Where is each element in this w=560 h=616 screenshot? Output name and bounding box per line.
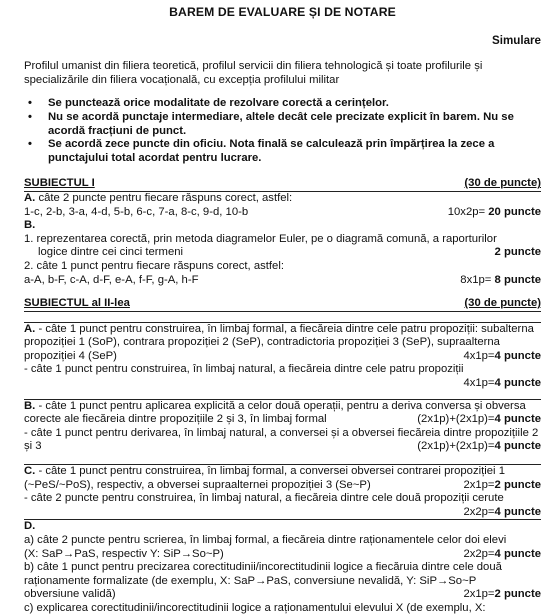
score-formula: 8x1p= [460, 273, 492, 286]
item-label: D. [24, 520, 36, 533]
score-formula: (2x1p)+(2x1p)= [417, 440, 495, 453]
page [0, 5, 560, 614]
score-value: 4 puncte [494, 440, 541, 453]
score-value: 8 puncte [491, 273, 541, 286]
rule-item: • Se acordă zece puncte din oficiu. Nota finală se calculează prin împărțirea la zece a punctajului total acordat pentru lucrare. [24, 138, 541, 165]
score [463, 479, 541, 493]
item-a-block [24, 322, 541, 391]
score [448, 206, 541, 220]
section-heading [24, 297, 541, 312]
score-value: 4 puncte [494, 377, 541, 390]
score [24, 506, 541, 520]
answer-key: 1-c, 2-b, 3-a, 4-d, 5-b, 6-c, 7-a, 8-c, 9-d, 10-b [24, 205, 249, 218]
item-b1-row [24, 246, 541, 260]
text-line: și 3 [24, 440, 42, 453]
text-line: - câte 2 puncte pentru construirea, în limbaj natural, a fiecăreia dintre cele două propoziții cerute [24, 492, 504, 505]
score [417, 440, 541, 454]
score-formula: 2x1p= [463, 588, 495, 601]
text-line: propoziției 1 (SoP), contrara propoziției 2 (SeP), contradictoria propoziției 3 (SeP), supraalterna [24, 336, 500, 349]
item-b-block [24, 399, 541, 454]
text-line-content: - câte 1 punct pentru construirea, în limbaj formal, a conversei obversei contrarei propoziției 1 [35, 465, 505, 478]
section-title: SUBIECTUL I [24, 177, 95, 190]
text-line [24, 400, 541, 414]
text-line: corecte ale fiecăreia dintre propozițiile 2 și 3, în limbaj formal [24, 413, 327, 426]
item-a [24, 192, 541, 206]
text-line [24, 323, 541, 337]
text-line [24, 465, 541, 479]
score [463, 350, 541, 364]
score-value: 4 puncte [494, 505, 541, 518]
item-b1-line: logice dintre cei cinci termeni [38, 246, 184, 259]
text-line-content: - câte 1 punct pentru aplicarea explicită a celor două operații, pentru a deriva conversa și obversa [35, 399, 526, 412]
score [463, 588, 541, 602]
score-value: 4 puncte [494, 547, 541, 560]
text-line: - câte 1 punct pentru construirea, în limbaj natural, a fiecăreia dintre cele patru propoziții [24, 363, 464, 376]
item-label: C. [24, 465, 36, 478]
score [417, 413, 541, 427]
score [24, 377, 541, 391]
score-formula: (2x1p)+(2x1p)= [417, 413, 495, 426]
score [463, 548, 541, 562]
document-subtitle: Simulare [492, 33, 541, 47]
score-formula: 2x2p= [463, 547, 495, 560]
item-label: A. [24, 322, 36, 335]
intro-paragraph: Profilul umanist din filiera teoretică, profilul servicii din filiera tehnologică și toate profilurile și specializările din filiera vocațională, cu excepția profilului militar [24, 60, 483, 86]
score-formula: 4x1p= [463, 349, 495, 362]
score-value: 4 puncte [494, 413, 541, 426]
item-label: B. [24, 219, 36, 232]
section-title: SUBIECTUL al II-lea [24, 297, 130, 310]
rules-list [24, 97, 541, 165]
text-row [24, 440, 541, 454]
score-value: 2 puncte [494, 478, 541, 491]
text-line-content: - câte 1 punct pentru construirea, în limbaj formal, a fiecăreia dintre cele patru propoziții: subalterna [35, 322, 534, 335]
score-value: 20 puncte [485, 205, 541, 218]
item-text: câte 2 puncte pentru fiecare răspuns corect, astfel: [38, 191, 293, 204]
text-line: obversiune validă) [24, 588, 116, 601]
text-line: (X: SaP→PaS, respectiv Y: SiP→So~P) [24, 547, 224, 560]
score-formula: 4x1p= [463, 377, 495, 390]
section-subiectul-2 [24, 297, 541, 615]
score-formula: 2x2p= [463, 505, 495, 518]
score-value: 2 puncte [494, 246, 541, 259]
answer-row [24, 274, 541, 288]
text-line: c) explicarea corectitudinii/incorectitudinii logice a raționamentului elevului X (de exemplu, X: [24, 601, 486, 614]
item-b2-line: 2. câte 1 punct pentru fiecare răspuns corect, astfel: [24, 259, 284, 272]
text-line: a) câte 2 puncte pentru scrierea, în limbaj formal, a fiecăreia dintre raționamentele celor doi elevi [24, 534, 507, 546]
score-formula: 2x1p= [463, 478, 495, 491]
answer-key: a-A, b-F, c-A, d-F, e-A, f-F, g-A, h-F [24, 273, 199, 286]
section-subiectul-1 [24, 177, 541, 287]
section-points: (30 de puncte) [464, 177, 541, 190]
text-row [24, 588, 541, 602]
document-title: BAREM DE EVALUARE ȘI DE NOTARE [169, 5, 396, 19]
item-b1-line: 1. reprezentarea corectă, prin metoda diagramelor Euler, pe o diagramă comună, a raporturilor [24, 232, 497, 245]
score-value: 2 puncte [494, 588, 541, 601]
section-heading [24, 177, 541, 192]
answer-row [24, 206, 541, 220]
rule-item: • Nu se acordă punctaje intermediare, altele decât cele precizate explicit în barem. Nu se acordă fracțiuni de punct. [24, 111, 541, 138]
text-line: (~PeS/~PoS), respectiv, a obversei supraalternei propoziției 3 (Se~P) [24, 478, 371, 491]
text-line: b) câte 1 punct pentru precizarea corectitudinii/incorectitudinii logice a fiecăruia dintre cele două [24, 561, 502, 574]
item-label: B. [24, 399, 36, 412]
text-line: propoziției 4 (SeP) [24, 349, 117, 362]
text-line: raționamente formalizate (de exemplu, X: SaP→PaS, conversiune nevalidă, Y: SiP→So~P [24, 574, 477, 587]
score-formula: 10x2p= [447, 205, 486, 218]
text-row [24, 413, 541, 427]
text-line: - câte 1 punct pentru derivarea, în limbaj natural, a conversei și a obversei fiecăreia dintre propozițiile 2 [24, 426, 539, 439]
score-value: 4 puncte [494, 349, 541, 362]
item-d-block [24, 519, 541, 615]
text-row [24, 479, 541, 493]
rule-item: • Se punctează orice modalitate de rezolvare corectă a cerințelor. [24, 97, 541, 111]
item-label: A. [24, 191, 36, 204]
section-points: (30 de puncte) [464, 297, 541, 310]
score [460, 274, 541, 288]
item-c-block [24, 464, 541, 519]
text-row [24, 548, 541, 562]
text-row [24, 350, 541, 364]
